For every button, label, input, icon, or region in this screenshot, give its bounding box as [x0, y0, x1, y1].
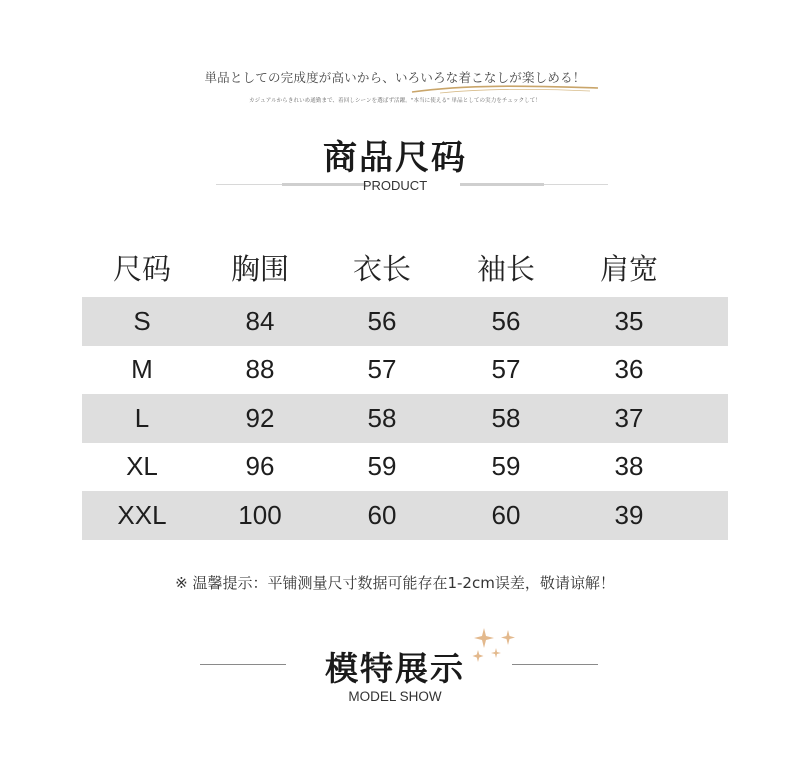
length-cell: 57: [367, 354, 397, 385]
table-header-row: [82, 240, 728, 292]
section-title-model-show: 模特展示: [325, 649, 465, 688]
shoulder-cell: 37: [614, 402, 644, 433]
chest-cell: 84: [245, 305, 275, 336]
header-cell-chest: 胸围: [230, 252, 289, 286]
sleeve-cell: 59: [491, 451, 521, 482]
sleeve-cell: 57: [491, 354, 521, 385]
shoulder-cell: 38: [614, 451, 644, 482]
size-cell: XXL: [117, 499, 167, 530]
header-cell-sleeve: 袖长: [476, 252, 535, 286]
shoulder-cell: 39: [614, 499, 644, 530]
table-row: [82, 443, 728, 492]
japanese-tagline: 単品としての完成度が高いから、いろいろな着こなしが楽しめる！: [204, 70, 586, 85]
chest-cell: 96: [245, 451, 275, 482]
sleeve-cell: 56: [491, 305, 521, 336]
sleeve-cell: 58: [491, 402, 521, 433]
length-cell: 58: [367, 402, 397, 433]
japanese-subline: カジュアルからきれいめ通勤まで、着回しシーンを選ばず活躍。"本当に使える" 単品としての実力をチェックして！: [249, 98, 541, 104]
measurement-note: ※ 温馨提示：平铺测量尺寸数据可能存在1-2cm误差，敬请谅解！: [175, 574, 615, 592]
model-divider-right: [512, 664, 598, 665]
chest-cell: 92: [245, 402, 275, 433]
section-title-product-size: 商品尺码: [323, 138, 467, 178]
length-cell: 59: [367, 451, 397, 482]
table-row: [82, 491, 728, 540]
chest-cell: 88: [245, 354, 275, 385]
size-cell: XL: [126, 451, 158, 482]
table-row: [82, 297, 728, 346]
header-cell-size: 尺码: [112, 252, 171, 286]
size-cell: L: [134, 402, 150, 433]
shoulder-cell: 35: [614, 305, 644, 336]
table-row: [82, 394, 728, 443]
table-row: [82, 346, 728, 395]
section-subtitle-model-show: MODEL SHOW: [348, 689, 442, 704]
title-divider-right-thick: [460, 183, 544, 186]
section-subtitle-product: PRODUCT: [362, 178, 428, 193]
length-cell: 56: [367, 305, 397, 336]
size-cell: M: [131, 354, 153, 385]
chest-cell: 100: [238, 499, 282, 530]
sparkle-icon: [470, 626, 520, 666]
size-cell: S: [133, 305, 151, 336]
shoulder-cell: 36: [614, 354, 644, 385]
sleeve-cell: 60: [491, 499, 521, 530]
gold-swash-decoration: [410, 82, 600, 96]
size-table: [82, 240, 728, 540]
length-cell: 60: [367, 499, 397, 530]
header-cell-shoulder: 肩宽: [599, 252, 658, 286]
title-divider-right-thin: [544, 184, 608, 185]
header-cell-length: 衣长: [352, 252, 411, 286]
